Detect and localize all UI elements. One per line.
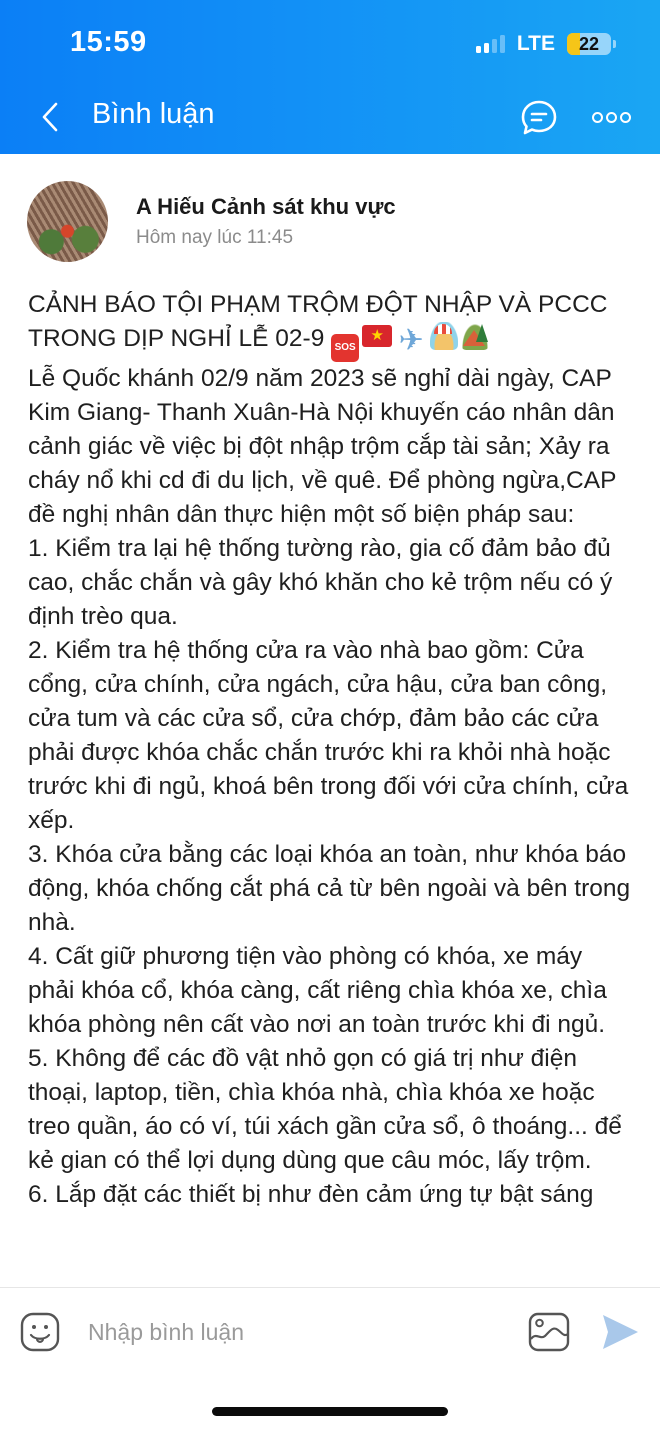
chat-bubble-icon <box>519 98 559 138</box>
attach-image-button[interactable] <box>528 1312 570 1352</box>
airplane-icon: ✈ <box>398 323 424 358</box>
send-icon <box>600 1313 640 1351</box>
network-type: LTE <box>516 32 555 55</box>
post-header <box>0 154 660 274</box>
post-title-line <box>28 288 633 362</box>
battery-nub <box>613 40 616 48</box>
comment-input[interactable] <box>88 1310 508 1354</box>
post-content <box>28 288 633 1286</box>
post-item: 1. Kiểm tra lại hệ thống tường rào, gia cố đảm bảo đủ cao, chắc chắn và gây khó khăn cho kẻ trộm nếu có ý định trèo qua. <box>28 535 613 630</box>
chat-button[interactable] <box>519 98 559 138</box>
more-options-button[interactable] <box>592 106 634 128</box>
author-avatar[interactable] <box>27 181 108 262</box>
battery-level: 22 <box>578 33 600 54</box>
more-dots-icon <box>606 112 617 123</box>
sticker-button[interactable] <box>20 1312 60 1352</box>
beach-umbrella-icon <box>430 322 458 350</box>
camping-icon <box>461 322 489 350</box>
post-item: 6. Lắp đặt các thiết bị như đèn cảm ứng tự bật sáng <box>28 1181 594 1208</box>
battery-icon <box>567 33 611 55</box>
post-item: 2. Kiểm tra hệ thống cửa ra vào nhà bao gồm: Cửa cổng, cửa chính, cửa ngách, cửa hậu, cửa ban công, cửa tum và các cửa sổ, cửa chớp, đảm bảo các cửa phải được khóa chắc chắn trước khi ra khỏi nhà hoặc trước khi đi ngủ, khoá bên trong đối với cửa chính, cửa xếp. <box>28 637 629 834</box>
post-intro: Lễ Quốc khánh 02/9 năm 2023 sẽ nghỉ dài ngày, CAP Kim Giang- Thanh Xuân-Hà Nội khuyến cáo nhân dân cảnh giác về việc bị đột nhập trộm cắp tài sản; Xảy ra cháy nổ khi cd đi du lịch, về quê. Để phòng ngừa,CAP đề nghị nhân dân thực hiện một số biện pháp sau: <box>28 365 616 528</box>
sos-icon: SOS <box>331 334 359 362</box>
back-button[interactable] <box>36 100 66 134</box>
post-title: CẢNH BÁO TỘI PHẠM TRỘM ĐỘT NHẬP VÀ PCCC TRONG DỊP NGHỈ LỄ 02-9 <box>28 291 608 352</box>
post-item: 5. Không để các đồ vật nhỏ gọn có giá trị như điện thoại, laptop, tiền, chìa khóa nhà, chìa khóa xe hoặc treo quần, áo có ví, túi xách gần cửa sổ, ô thoáng... để kẻ gian có thể lợi dụng dùng que câu móc, lấy trộm. <box>28 1045 622 1174</box>
author-name[interactable]: A Hiếu Cảnh sát khu vực <box>136 194 396 219</box>
status-time: 15:59 <box>70 26 147 58</box>
nav-bar <box>0 92 660 142</box>
home-indicator[interactable] <box>212 1407 448 1416</box>
signal-icon <box>476 35 505 53</box>
image-icon <box>528 1312 570 1352</box>
more-dots-icon <box>620 112 631 123</box>
page-title: Bình luận <box>92 98 215 130</box>
more-dots-icon <box>592 112 603 123</box>
post-item: 3. Khóa cửa bằng các loại khóa an toàn, như khóa báo động, khóa chống cắt phá cả từ bên ngoài và bên trong nhà. <box>28 841 631 936</box>
app-header <box>0 0 660 154</box>
chevron-left-icon <box>36 100 66 134</box>
post-timestamp: Hôm nay lúc 11:45 <box>136 227 294 248</box>
send-button[interactable] <box>600 1313 640 1351</box>
status-indicators <box>476 32 616 56</box>
vietnam-flag-icon <box>362 325 392 347</box>
sticker-face-icon <box>20 1312 60 1352</box>
post-item: 4. Cất giữ phương tiện vào phòng có khóa, xe máy phải khóa cổ, khóa càng, cất riêng chìa khóa xe, chìa khóa phòng nên cất vào nơi an toàn trước khi đi ngủ. <box>28 943 607 1038</box>
